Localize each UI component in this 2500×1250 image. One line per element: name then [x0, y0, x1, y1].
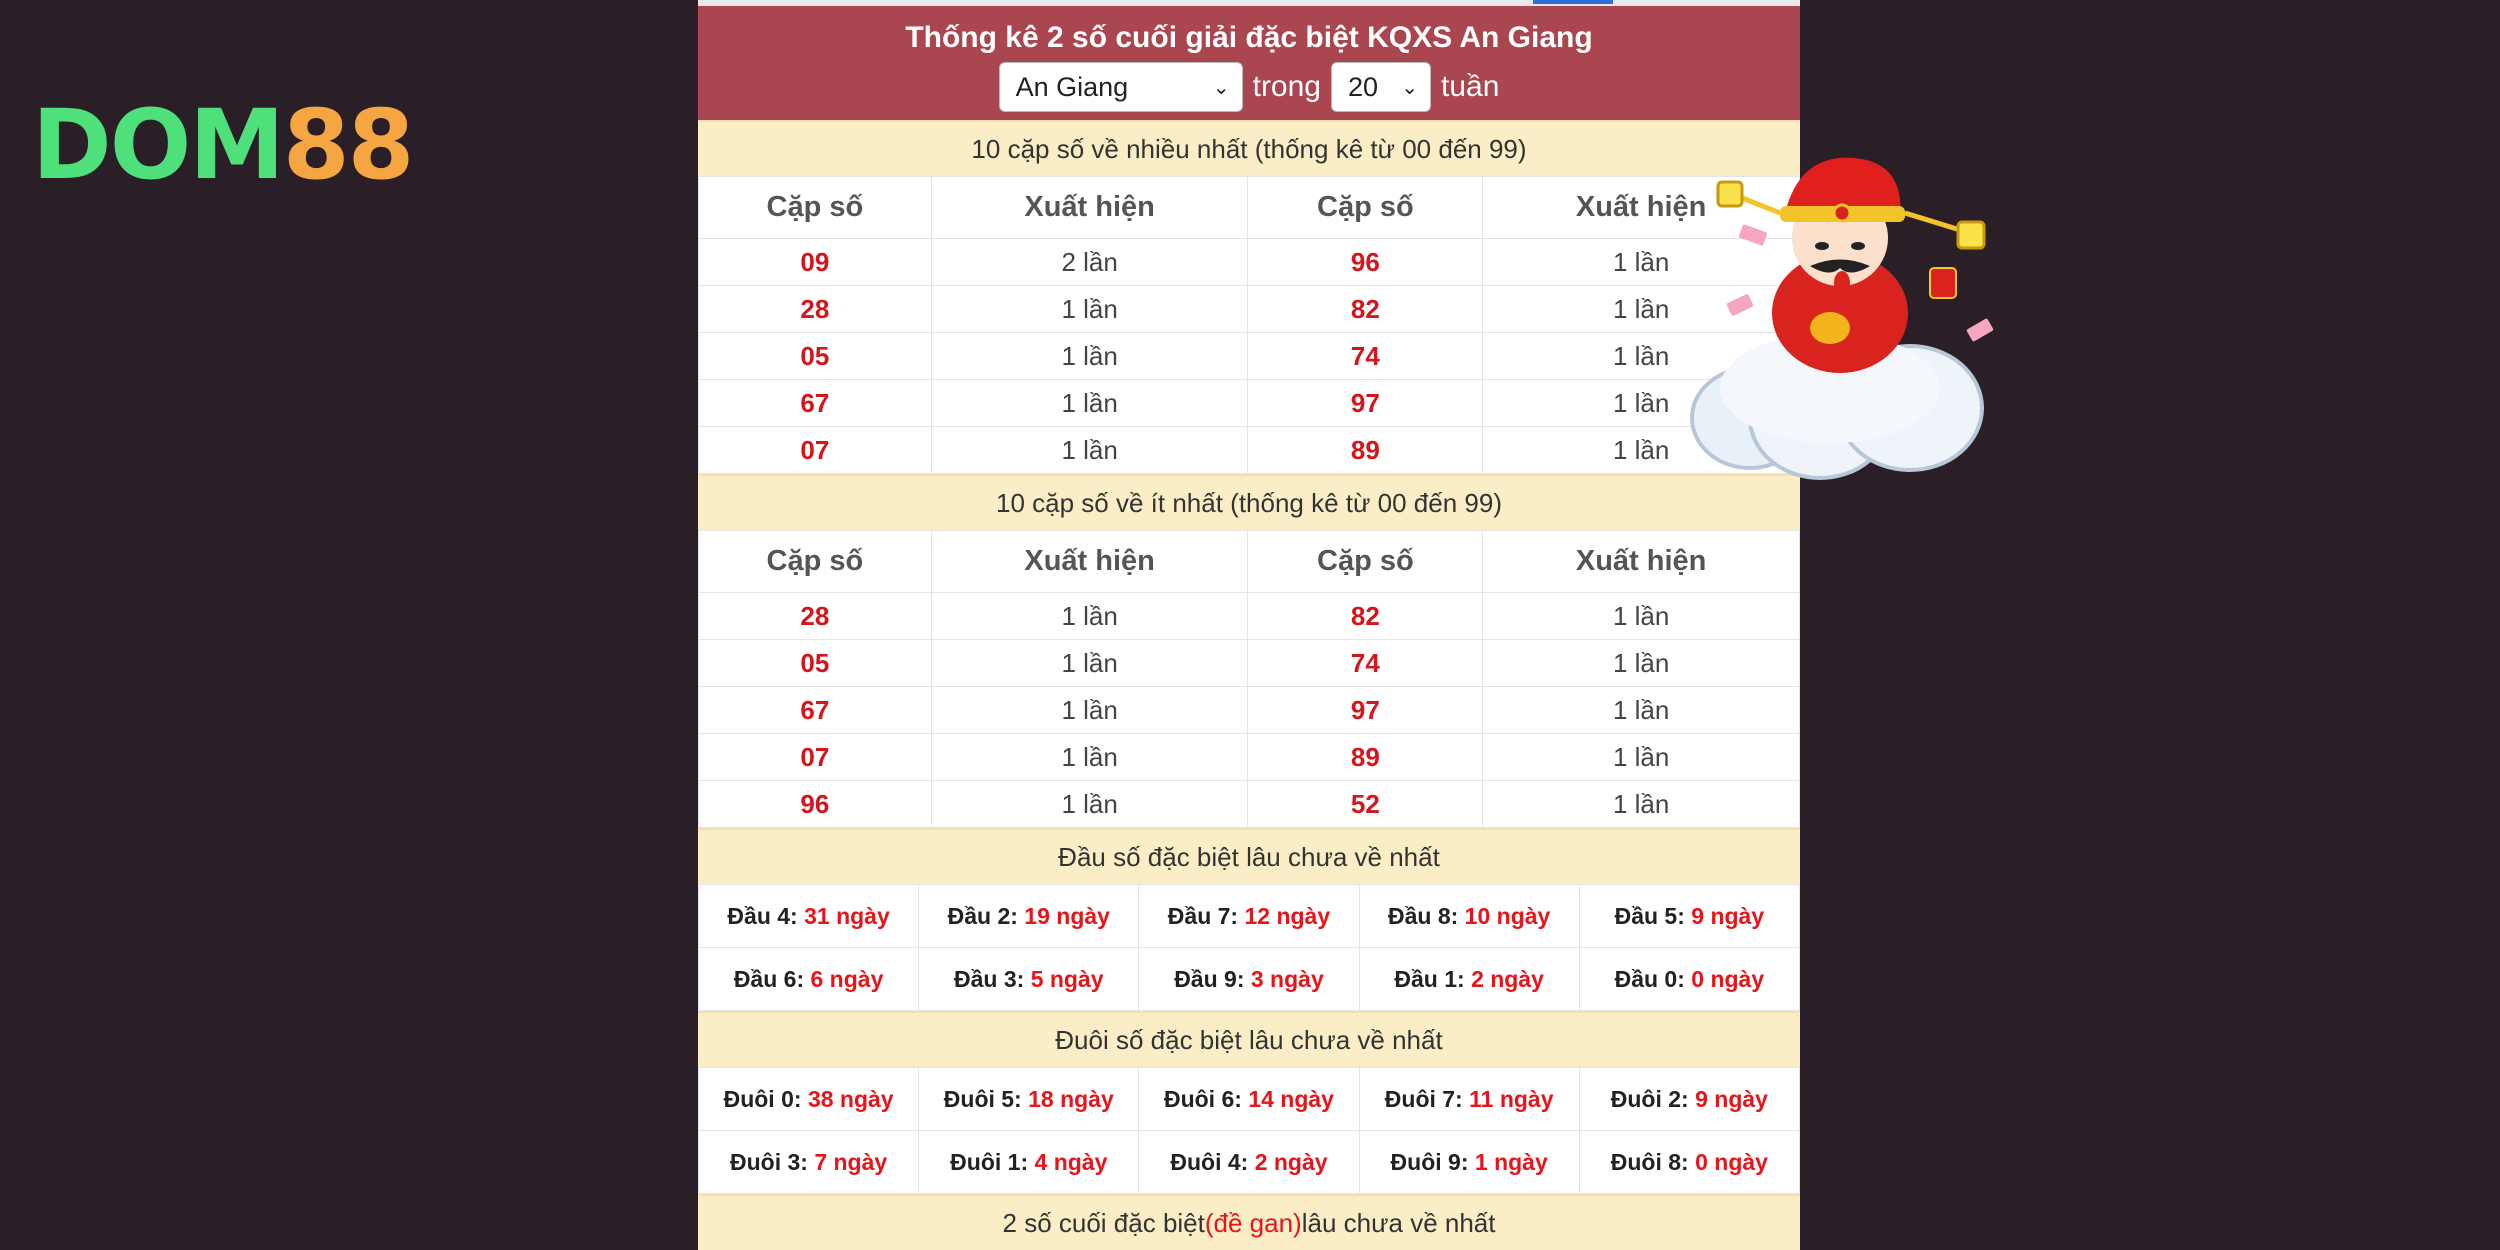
pair-count: 1 lần	[931, 286, 1248, 333]
weeks-select[interactable]	[1331, 62, 1431, 112]
table-row	[699, 239, 1800, 286]
col-pair-header: Cặp số	[699, 177, 932, 239]
tail-label: Đuôi 7:	[1384, 1085, 1463, 1112]
head-days: 31 ngày	[804, 902, 890, 929]
tail-label: Đuôi 8:	[1610, 1148, 1689, 1175]
filter-controls	[698, 62, 1800, 112]
pair-count: 1 lần	[931, 640, 1248, 687]
table-header-row	[699, 177, 1800, 239]
stats-header	[698, 6, 1800, 120]
province-select-value: An Giang	[1015, 71, 1129, 102]
pair-count: 1 lần	[931, 781, 1248, 828]
active-tab-indicator	[1533, 0, 1613, 4]
head-cell	[919, 885, 1139, 948]
head-label: Đầu 2:	[947, 902, 1018, 929]
tail-days: 7 ngày	[814, 1148, 888, 1175]
least-pairs-title: 10 cặp số về ít nhất (thống kê từ 00 đến 99)	[698, 474, 1800, 530]
col-pair-header: Cặp số	[1248, 531, 1483, 593]
head-days: 12 ngày	[1244, 902, 1331, 929]
tail-label: Đuôi 5:	[943, 1085, 1022, 1112]
tail-days: 2 ngày	[1254, 1148, 1328, 1175]
pair-number: 89	[1248, 734, 1483, 781]
least-pairs-table	[698, 530, 1800, 828]
pair-number: 07	[699, 427, 932, 474]
table-row	[699, 781, 1800, 828]
pair-count: 1 lần	[931, 687, 1248, 734]
tail-days: 9 ngày	[1695, 1085, 1768, 1112]
heads-title: Đầu số đặc biệt lâu chưa về nhất	[698, 828, 1800, 884]
head-days: 2 ngày	[1471, 965, 1544, 992]
head-label: Đầu 1:	[1394, 965, 1465, 992]
head-label: Đầu 8:	[1387, 902, 1459, 929]
pair-number: 89	[1248, 427, 1483, 474]
tail-label: Đuôi 6:	[1163, 1085, 1242, 1112]
tail-days: 38 ngày	[807, 1085, 894, 1112]
weeks-select-value: 20	[1348, 71, 1379, 102]
statistics-panel	[698, 0, 1800, 1250]
dom88-logo	[32, 89, 413, 201]
tail-cell	[1359, 1131, 1579, 1194]
pair-count: 1 lần	[1483, 427, 1800, 474]
tails-title: Đuôi số đặc biệt lâu chưa về nhất	[698, 1011, 1800, 1067]
logo-text-dom: DOM	[32, 89, 283, 201]
head-label: Đầu 0:	[1614, 965, 1685, 992]
head-days: 10 ngày	[1464, 902, 1551, 929]
most-pairs-table	[698, 176, 1800, 474]
pair-number: 28	[699, 593, 932, 640]
tail-days: 14 ngày	[1248, 1085, 1334, 1112]
tail-label: Đuôi 1:	[950, 1148, 1029, 1175]
degan-highlight: (đề gan)	[1204, 1207, 1302, 1238]
pair-count: 1 lần	[1483, 593, 1800, 640]
col-count-header: Xuất hiện	[1483, 531, 1800, 593]
pair-number: 82	[1248, 593, 1483, 640]
pair-count: 1 lần	[1483, 333, 1800, 380]
tail-cell	[1579, 1131, 1799, 1194]
head-days: 3 ngày	[1250, 965, 1324, 992]
pair-count: 1 lần	[931, 380, 1248, 427]
head-label: Đầu 5:	[1614, 902, 1685, 929]
table-row	[699, 593, 1800, 640]
pair-number: 74	[1248, 333, 1483, 380]
tail-days: 18 ngày	[1028, 1085, 1114, 1112]
logo-text-88: 88	[282, 89, 413, 201]
head-cell	[699, 948, 919, 1011]
degan-post: lâu chưa về nhất	[1301, 1207, 1496, 1238]
chevron-down-icon: ⌄	[1401, 76, 1418, 99]
tail-cell	[919, 1068, 1139, 1131]
pair-number: 52	[1248, 781, 1483, 828]
tail-cell	[1139, 1068, 1359, 1131]
pair-number: 07	[699, 734, 932, 781]
degan-title	[698, 1194, 1800, 1250]
tail-label: Đuôi 2:	[1610, 1085, 1689, 1112]
pair-count: 1 lần	[1483, 687, 1800, 734]
unit-label: tuần	[1441, 70, 1500, 103]
pair-number: 97	[1248, 380, 1483, 427]
table-header-row	[699, 531, 1800, 593]
table-row	[699, 380, 1800, 427]
pair-number: 67	[699, 687, 932, 734]
tail-cell	[699, 1068, 919, 1131]
pair-count: 1 lần	[1483, 380, 1800, 427]
table-row	[699, 734, 1800, 781]
pair-number: 28	[699, 286, 932, 333]
pair-count: 1 lần	[1483, 286, 1800, 333]
head-cell	[1139, 885, 1359, 948]
table-row	[699, 687, 1800, 734]
head-label: Đầu 9:	[1174, 965, 1245, 992]
pair-number: 05	[699, 333, 932, 380]
heads-table	[698, 884, 1800, 1011]
table-row	[699, 948, 1800, 1011]
head-days: 5 ngày	[1030, 965, 1104, 992]
tail-days: 0 ngày	[1695, 1148, 1768, 1175]
pair-number: 96	[699, 781, 932, 828]
god-of-wealth-on-cloud-icon	[1680, 118, 2030, 508]
pair-count: 1 lần	[1483, 239, 1800, 286]
tail-cell	[1359, 1068, 1579, 1131]
col-pair-header: Cặp số	[1248, 177, 1483, 239]
pair-number: 09	[699, 239, 932, 286]
tail-label: Đuôi 9:	[1390, 1148, 1469, 1175]
pair-count: 1 lần	[1483, 781, 1800, 828]
table-row	[699, 1131, 1800, 1194]
pair-number: 74	[1248, 640, 1483, 687]
in-label: trong	[1252, 70, 1321, 103]
table-row	[699, 885, 1800, 948]
pair-number: 05	[699, 640, 932, 687]
head-label: Đầu 4:	[727, 902, 798, 929]
most-pairs-title: 10 cặp số về nhiều nhất (thống kê từ 00 đến 99)	[698, 120, 1800, 176]
head-days: 0 ngày	[1691, 965, 1765, 992]
head-cell	[1579, 885, 1799, 948]
pair-count: 1 lần	[1483, 640, 1800, 687]
pair-count: 1 lần	[1483, 734, 1800, 781]
pair-number: 67	[699, 380, 932, 427]
head-cell	[1139, 948, 1359, 1011]
tails-table	[698, 1067, 1800, 1194]
col-count-header: Xuất hiện	[931, 177, 1248, 239]
table-row	[699, 286, 1800, 333]
head-cell	[699, 885, 919, 948]
pair-number: 82	[1248, 286, 1483, 333]
table-row	[699, 1068, 1800, 1131]
head-label: Đầu 6:	[733, 965, 805, 992]
tail-days: 4 ngày	[1034, 1148, 1108, 1175]
pair-number: 96	[1248, 239, 1483, 286]
top-tab-strip	[698, 0, 1800, 6]
pair-count: 1 lần	[931, 333, 1248, 380]
chevron-down-icon: ⌄	[1212, 76, 1230, 99]
head-cell	[1579, 948, 1799, 1011]
tail-days: 1 ngày	[1474, 1148, 1548, 1175]
pair-count: 2 lần	[931, 239, 1248, 286]
table-row	[699, 333, 1800, 380]
tail-label: Đuôi 3:	[729, 1148, 808, 1175]
table-row	[699, 427, 1800, 474]
head-days: 6 ngày	[810, 965, 884, 992]
table-row	[699, 640, 1800, 687]
page-title: Thống kê 2 số cuối giải đặc biệt KQXS An Giang	[905, 21, 1593, 54]
tail-cell	[1139, 1131, 1359, 1194]
pair-count: 1 lần	[931, 427, 1248, 474]
col-count-header: Xuất hiện	[931, 531, 1248, 593]
province-select[interactable]	[999, 62, 1243, 112]
col-pair-header: Cặp số	[699, 531, 932, 593]
tail-days: 11 ngày	[1469, 1085, 1554, 1112]
pair-count: 1 lần	[931, 734, 1248, 781]
col-count-header: Xuất hiện	[1483, 177, 1800, 239]
head-label: Đầu 3:	[954, 965, 1025, 992]
head-cell	[919, 948, 1139, 1011]
pair-number: 97	[1248, 687, 1483, 734]
pair-count: 1 lần	[931, 593, 1248, 640]
tail-cell	[919, 1131, 1139, 1194]
tail-label: Đuôi 0:	[723, 1085, 802, 1112]
degan-pre: 2 số cuối đặc biệt	[1002, 1207, 1205, 1238]
head-cell	[1359, 948, 1579, 1011]
head-days: 19 ngày	[1024, 902, 1110, 929]
head-days: 9 ngày	[1691, 902, 1765, 929]
head-cell	[1359, 885, 1579, 948]
tail-label: Đuôi 4:	[1170, 1148, 1249, 1175]
tail-cell	[1579, 1068, 1799, 1131]
tail-cell	[699, 1131, 919, 1194]
head-label: Đầu 7:	[1167, 902, 1239, 929]
